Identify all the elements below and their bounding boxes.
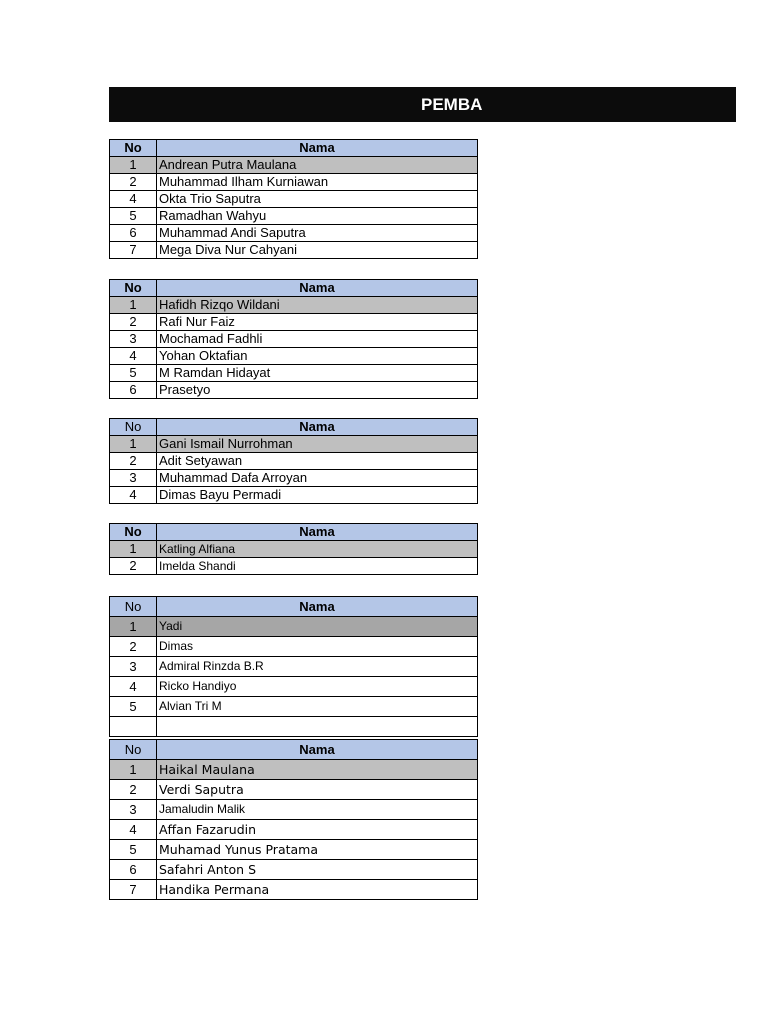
- table-header-row: [110, 740, 478, 760]
- row-nama: Yohan Oktafian: [157, 348, 478, 365]
- table-row[interactable]: [110, 191, 478, 208]
- table-row[interactable]: [110, 657, 478, 677]
- row-nama: Yadi: [157, 617, 478, 637]
- row-nama: Dimas: [157, 637, 478, 657]
- row-nama: Okta Trio Saputra: [157, 191, 478, 208]
- row-no: 7: [110, 880, 157, 900]
- row-nama: Muhammad Ilham Kurniawan: [157, 174, 478, 191]
- row-nama: Hafidh Rizqo Wildani: [157, 297, 478, 314]
- row-nama: Muhammad Dafa Arroyan: [157, 470, 478, 487]
- row-nama: Muhamad Yunus Pratama: [157, 840, 478, 860]
- col-nama-header: Nama: [157, 280, 478, 297]
- table-header-row: [110, 140, 478, 157]
- row-nama: Verdi Saputra: [157, 780, 478, 800]
- col-nama-header: Nama: [157, 524, 478, 541]
- row-nama: Gani Ismail Nurrohman: [157, 436, 478, 453]
- row-no: 1: [110, 541, 157, 558]
- col-nama-header: Nama: [157, 597, 478, 617]
- col-no-header: No: [110, 280, 157, 297]
- row-nama: Katling Alfiana: [157, 541, 478, 558]
- title-bar: [109, 87, 736, 122]
- table-row[interactable]: [110, 314, 478, 331]
- table-row[interactable]: [110, 348, 478, 365]
- row-no: 1: [110, 157, 157, 174]
- row-no: 1: [110, 297, 157, 314]
- col-no-header: No: [110, 524, 157, 541]
- row-no: 5: [110, 840, 157, 860]
- empty-row: [110, 717, 478, 737]
- row-nama: Mochamad Fadhli: [157, 331, 478, 348]
- row-no: 2: [110, 780, 157, 800]
- table-row[interactable]: [110, 297, 478, 314]
- col-no-header: No: [110, 597, 157, 617]
- row-nama: Ricko Handiyo: [157, 677, 478, 697]
- row-no: 6: [110, 382, 157, 399]
- row-nama: Alvian Tri M: [157, 697, 478, 717]
- table-row[interactable]: [110, 697, 478, 717]
- table-row[interactable]: [110, 436, 478, 453]
- table-row[interactable]: [110, 208, 478, 225]
- empty-cell: [110, 717, 157, 737]
- table-row[interactable]: [110, 541, 478, 558]
- row-no: 3: [110, 331, 157, 348]
- row-nama: Imelda Shandi: [157, 558, 478, 575]
- col-nama-header: Nama: [157, 140, 478, 157]
- table-row[interactable]: [110, 382, 478, 399]
- table-header-row: [110, 419, 478, 436]
- table-row[interactable]: [110, 157, 478, 174]
- row-nama: Prasetyo: [157, 382, 478, 399]
- row-no: 4: [110, 820, 157, 840]
- table-header-row: [110, 280, 478, 297]
- row-no: 2: [110, 637, 157, 657]
- col-nama-header: Nama: [157, 419, 478, 436]
- row-no: 7: [110, 242, 157, 259]
- table-row[interactable]: [110, 820, 478, 840]
- row-nama: Muhammad Andi Saputra: [157, 225, 478, 242]
- row-nama: Safahri Anton S: [157, 860, 478, 880]
- table-row[interactable]: [110, 780, 478, 800]
- row-nama: Haikal Maulana: [157, 760, 478, 780]
- table-row[interactable]: [110, 637, 478, 657]
- col-no-header: No: [110, 740, 157, 760]
- row-no: 5: [110, 697, 157, 717]
- row-no: 4: [110, 348, 157, 365]
- row-no: 3: [110, 657, 157, 677]
- row-nama: Dimas Bayu Permadi: [157, 487, 478, 504]
- table-row[interactable]: [110, 453, 478, 470]
- table-row[interactable]: [110, 800, 478, 820]
- table-row[interactable]: [110, 242, 478, 259]
- empty-cell: [157, 717, 478, 737]
- row-nama: Ramadhan Wahyu: [157, 208, 478, 225]
- row-no: 2: [110, 314, 157, 331]
- group-table-6: [109, 739, 478, 900]
- row-no: 6: [110, 225, 157, 242]
- row-nama: Rafi Nur Faiz: [157, 314, 478, 331]
- row-nama: Affan Fazarudin: [157, 820, 478, 840]
- row-no: 1: [110, 617, 157, 637]
- table-row[interactable]: [110, 487, 478, 504]
- row-nama: Andrean Putra Maulana: [157, 157, 478, 174]
- row-nama: Mega Diva Nur Cahyani: [157, 242, 478, 259]
- page-title: PEMBA: [421, 95, 483, 114]
- table-row[interactable]: [110, 331, 478, 348]
- table-row[interactable]: [110, 677, 478, 697]
- group-table-3: [109, 418, 478, 504]
- row-no: 5: [110, 208, 157, 225]
- row-no: 4: [110, 487, 157, 504]
- row-no: 1: [110, 436, 157, 453]
- table-row[interactable]: [110, 760, 478, 780]
- row-no: 2: [110, 453, 157, 470]
- row-no: 3: [110, 470, 157, 487]
- table-row[interactable]: [110, 617, 478, 637]
- table-header-row: [110, 597, 478, 617]
- row-nama: Handika Permana: [157, 880, 478, 900]
- table-row[interactable]: [110, 880, 478, 900]
- group-table-1: [109, 139, 478, 259]
- row-nama: M Ramdan Hidayat: [157, 365, 478, 382]
- row-no: 2: [110, 174, 157, 191]
- row-no: 1: [110, 760, 157, 780]
- row-no: 5: [110, 365, 157, 382]
- col-no-header: No: [110, 419, 157, 436]
- table-row[interactable]: [110, 225, 478, 242]
- row-no: 4: [110, 677, 157, 697]
- group-table-5: [109, 596, 478, 737]
- table-row[interactable]: [110, 470, 478, 487]
- row-nama: Admiral Rinzda B.R: [157, 657, 478, 677]
- group-table-4: [109, 523, 478, 575]
- row-no: 4: [110, 191, 157, 208]
- table-header-row: [110, 524, 478, 541]
- table-row[interactable]: [110, 860, 478, 880]
- col-no-header: No: [110, 140, 157, 157]
- table-row[interactable]: [110, 558, 478, 575]
- row-no: 2: [110, 558, 157, 575]
- row-no: 3: [110, 800, 157, 820]
- row-nama: Adit Setyawan: [157, 453, 478, 470]
- table-row[interactable]: [110, 365, 478, 382]
- table-row[interactable]: [110, 840, 478, 860]
- row-no: 6: [110, 860, 157, 880]
- table-row[interactable]: [110, 174, 478, 191]
- col-nama-header: Nama: [157, 740, 478, 760]
- row-nama: Jamaludin Malik: [157, 800, 478, 820]
- group-table-2: [109, 279, 478, 399]
